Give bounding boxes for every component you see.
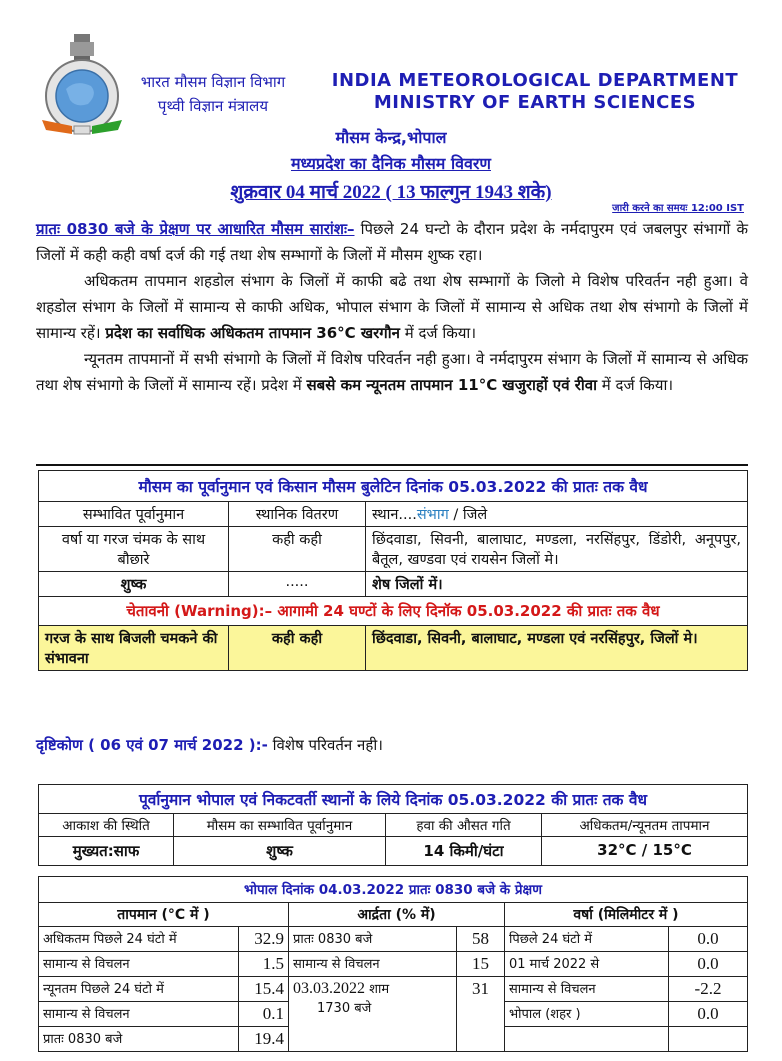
temp-value: 15.4 [239,977,289,1002]
sky-condition-value: मुख्यत:साफ [39,837,174,866]
temp-label: सामान्य से विचलन [39,1002,239,1027]
summary-para-1-text: पिछले 24 घन्टो के दौरान प्रदेश के नर्मदापुरम एवं जबलपुर संभागों के जिलों में कही कही वर्षा दर्ज की गई तथा शेष सम्भागों के जिलों में मौसम शुष्क रहा। [36,220,748,264]
max-temp-highlight: प्रदेश का सर्वाधिक अधिकतम तापमान 36°C खरगौन [105,324,400,342]
humidity-label: सामान्य से विचलन [289,952,457,977]
rain-value: 0.0 [669,952,748,977]
department-name-english [320,70,750,114]
forecast-places: शेष जिलों में। [366,572,748,597]
col-expected-forecast: सम्भावित पूर्वानुमान [39,502,229,527]
col-place-suffix: / जिले [448,507,488,523]
temp-label: सामान्य से विचलन [39,952,239,977]
col-avg-wind-speed: हवा की औसत गति [386,814,542,837]
summary-para-1 [36,216,748,268]
empty-cell [669,1027,748,1052]
summary-para-3-end: में दर्ज किया। [597,376,674,394]
summary-para-3-text: न्यूनतम तापमानों में सभी संभागो के जिलों में विशेष परिवर्तन नही हुआ। वे नर्मदापुरम संभाग के जिलों में सामान्य से अधिक तथा शेष संभागो के जिलों में सामान्य रहें। प्रदेश में [36,350,748,394]
outlook-label: दृष्टिकोण ( 06 एवं 07 मार्च 2022 ):- [36,736,268,754]
forecast-distribution: कही कही [229,527,366,572]
issue-time: जारी करने का समयः 12:00 IST [612,203,744,214]
warning-title: चेतावनी (Warning):– आगामी 24 घण्टों के लिए दिनॉक 05.03.2022 की प्रातः तक वैध [39,597,748,626]
forecast-header-row [39,502,748,527]
warning-type: गरज के साथ बिजली चमकने की संभावना [39,626,229,671]
bhopal-forecast-header-row [39,814,748,837]
table-row [39,527,748,572]
humidity-evening-time: 1730 बजे [317,1001,372,1016]
observations-title: भोपाल दिनांक 04.03.2022 प्रातः 0830 बजे के प्रेक्षण [39,877,748,903]
rain-label: 01 मार्च 2022 से [505,952,669,977]
bhopal-forecast-values-row [39,837,748,866]
table-row [39,952,748,977]
forecast-places: छिंदवाडा, सिवनी, बालाघाट, मण्डला, नरसिंहपुर, डिंडोरी, अनूपपुर, बैतूल, खण्डवा एवं रायसेन जिलों मे। [366,527,748,572]
observations-table [38,876,748,1052]
expected-weather-value: शुष्क [174,837,386,866]
rain-value: -2.2 [669,977,748,1002]
forecast-table-title: मौसम का पूर्वानुमान एवं किसान मौसम बुलेटिन दिनांक 05.03.2022 की प्रातः तक वैध [39,471,748,502]
temp-value: 1.5 [239,952,289,977]
table-row [39,977,748,1002]
col-expected-weather: मौसम का सम्भावित पूर्वानुमान [174,814,386,837]
temp-label: न्यूनतम पिछले 24 घंटो में [39,977,239,1002]
summary-label: प्रातः 0830 बजे के प्रेक्षण पर आधारित मौसम सारांशः– [36,220,355,238]
warning-places: छिंदवाडा, सिवनी, बालाघाट, मण्डला एवं नरसिंहपुर, जिलों मे। [366,626,748,671]
summary-para-2-end: में दर्ज किया। [399,324,476,342]
warning-row [39,626,748,671]
summary-para-2 [36,268,748,346]
col-sky-condition: आकाश की स्थिति [39,814,174,837]
humidity-evening-date: 03.03.2022 [293,980,365,997]
forecast-table [38,470,748,671]
col-max-min-temp: अधिकतम/न्यूनतम तापमान [542,814,748,837]
report-title [0,152,782,174]
empty-cell [505,1027,669,1052]
warning-distribution: कही कही [229,626,366,671]
forecast-distribution: ..... [229,572,366,597]
rainfall-header: वर्षा (मिलिमीटर में ) [505,903,748,927]
humidity-label: प्रातः 0830 बजे [289,927,457,952]
rain-value: 0.0 [669,1002,748,1027]
ministry-english-line2: MINISTRY OF EARTH SCIENCES [373,92,697,113]
rain-label: सामान्य से विचलन [505,977,669,1002]
rain-label: भोपाल (शहर ) [505,1002,669,1027]
temp-value: 32.9 [239,927,289,952]
table-row [39,927,748,952]
humidity-value: 15 [457,952,505,977]
rain-value: 0.0 [669,927,748,952]
table-row [39,572,748,597]
temperature-header: तापमान (°C में ) [39,903,289,927]
section-divider [36,464,748,466]
humidity-value: 31 [457,977,505,1052]
col-place-division: संभाग [416,507,449,523]
max-min-temp-value: 32°C / 15°C [542,837,748,866]
dept-english-line1: INDIA METEOROLOGICAL DEPARTMENT [331,70,739,91]
humidity-header: आर्द्रता (% में) [289,903,505,927]
imd-emblem-icon [36,34,128,138]
dept-hindi-line1: भारत मौसम विज्ञान विभाग [140,73,286,91]
humidity-evening-label [289,977,457,1052]
col-spatial-distribution: स्थानिक वितरण [229,502,366,527]
humidity-evening-suffix: शाम [365,982,390,997]
col-place [366,502,748,527]
temp-value: 19.4 [239,1027,289,1052]
summary-para-3 [36,346,748,398]
report-date-text: शुक्रवार 04 मार्च 2022 ( 13 फाल्गुन 1943 शके) [230,182,552,203]
summary-para-2-text: अधिकतम तापमान शहडोल संभाग के जिलों में काफी बढे तथा शेष सम्भागों के जिलो मे विशेष परिवर्तन नही हुआ। वे शहडोल संभाग के जिलों में सामान्य से काफी अधिक, भोपाल संभाग के जिलों में सामान्य से अधिक तथा शेष संभागो के जिलों में सामान्य रहें। [36,272,748,342]
met-centre-title: मौसम केन्द्र,भोपाल [335,128,447,147]
col-place-prefix: स्थान.... [372,507,417,523]
ministry-hindi-line2: पृथ्वी विज्ञान मंत्रालय [157,97,269,115]
bhopal-forecast-table [38,784,748,866]
weather-summary [36,216,748,398]
temp-label: प्रातः 0830 बजे [39,1027,239,1052]
forecast-type: वर्षा या गरज चंमक के साथ बौछारे [39,527,229,572]
rain-label: पिछले 24 घंटो में [505,927,669,952]
min-temp-highlight: सबसे कम न्यूनतम तापमान 11°C खजुराहों एवं रीवा [306,376,598,394]
temp-value: 0.1 [239,1002,289,1027]
report-title-text: मध्यप्रदेश का दैनिक मौसम विवरण [290,154,491,173]
observations-header-row [39,903,748,927]
temp-label: अधिकतम पिछले 24 घंटो में [39,927,239,952]
department-name-hindi [118,70,308,118]
wind-speed-value: 14 किमी/घंटा [386,837,542,866]
bhopal-forecast-title: पूर्वानुमान भोपाल एवं निकटवर्ती स्थानों के लिये दिनांक 05.03.2022 की प्रातः तक वैध [39,785,748,814]
outlook-text: विशेष परिवर्तन नही। [267,736,383,754]
outlook [36,735,383,755]
forecast-type: शुष्क [39,572,229,597]
humidity-value: 58 [457,927,505,952]
